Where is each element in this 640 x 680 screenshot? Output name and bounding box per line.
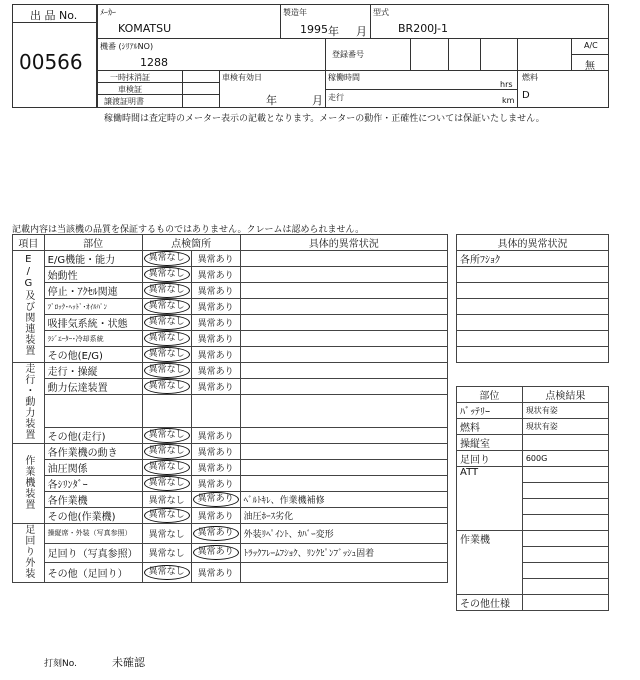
option-normal: 異常なし: [144, 283, 190, 298]
part-cell: 操縦席・外装（写真参照）: [44, 524, 142, 544]
ac-value: 無: [585, 61, 595, 72]
divider: [325, 38, 326, 108]
check-abnormal-cell: [191, 444, 240, 460]
table-row: [13, 283, 448, 299]
check-normal-cell: [142, 508, 191, 524]
part-cell: 停止・ｱｸｾﾙ関連: [44, 283, 142, 299]
check-abnormal-cell: [191, 563, 240, 583]
check-abnormal-cell: [191, 395, 240, 427]
part-cell: 各ｼﾘﾝﾀﾞｰ: [44, 476, 142, 492]
check-normal-cell: [142, 379, 191, 395]
col-item: 項目: [13, 235, 45, 251]
part-cell: 吸排気系統・状態: [44, 315, 142, 331]
option-normal: 異常なし: [144, 428, 190, 443]
option-abnormal: 異常あり: [197, 319, 234, 329]
check-normal-cell: [142, 563, 191, 583]
detail-cell: [240, 267, 447, 283]
check-abnormal-cell: [191, 379, 240, 395]
hours-label: 稼働時間: [328, 73, 360, 82]
option-normal: 異常なし: [144, 363, 190, 378]
part-cell: 各作業機の動き: [44, 444, 142, 460]
check-abnormal-cell: [191, 283, 240, 299]
option-normal: 異常なし: [148, 549, 185, 560]
detail-cell: ﾄﾗｯｸﾌﾚｰﾑﾌｼｮｸ、ﾘﾝｸﾋﾟﾝﾌﾞｯｼｭ固着: [240, 543, 447, 563]
detail-cell: [240, 283, 447, 299]
check-abnormal-cell: [191, 476, 240, 492]
divider: [571, 38, 572, 70]
detail-cell: [240, 379, 447, 395]
abnormal-detail-header: 具体的異常状況: [457, 235, 609, 251]
option-normal: 異常なし: [148, 529, 185, 540]
stamp-value: 未確認: [112, 656, 145, 669]
detail-cell: 油圧ﾎｰｽ劣化: [240, 508, 447, 524]
group-label: 足回り外装: [22, 524, 34, 579]
table-row: [13, 427, 448, 443]
month-unit: 月: [356, 25, 367, 38]
divider: [571, 54, 609, 55]
option-abnormal: 異常あり: [197, 303, 234, 313]
part-cell: E/G機能・能力: [44, 251, 142, 267]
col-detail: 具体的異常状況: [240, 235, 447, 251]
att-row: [522, 483, 608, 499]
att-row: [522, 515, 608, 531]
divider: [370, 4, 371, 38]
abnormal-detail-row: [457, 347, 609, 363]
part-cell: その他(E/G): [44, 347, 142, 363]
option-normal: 異常なし: [144, 251, 190, 266]
check-normal-cell: [142, 363, 191, 379]
work-row: [522, 579, 608, 595]
check-abnormal-cell: [191, 363, 240, 379]
check-abnormal-cell: [191, 347, 240, 363]
detail-cell: [240, 251, 447, 267]
check-normal-cell: [142, 347, 191, 363]
lot-number: 00566: [19, 50, 83, 74]
check-normal-cell: [142, 267, 191, 283]
part-cell: 走行・操縦: [44, 363, 142, 379]
spec-part: ﾊﾞｯﾃﾘｰ: [457, 403, 523, 419]
abnormal-detail-row: [457, 283, 609, 299]
option-abnormal: 異常あり: [197, 287, 234, 297]
group-cell: [13, 444, 45, 524]
option-normal: 異常なし: [144, 299, 190, 314]
check-normal-cell: [142, 492, 191, 508]
divider: [325, 89, 517, 90]
check-abnormal-cell: [191, 251, 240, 267]
col-part: 部位: [44, 235, 142, 251]
col-check: 点検箇所: [142, 235, 240, 251]
abnormal-detail-row: [457, 315, 609, 331]
part-cell: ﾗｼﾞｴｰﾀｰ･冷却系統: [44, 331, 142, 347]
check-abnormal-cell: [191, 492, 240, 508]
option-normal: 異常なし: [148, 496, 185, 506]
option-abnormal: 異常あり: [197, 431, 234, 442]
table-row: [13, 363, 448, 379]
table-row: [13, 444, 448, 460]
spec-table: [456, 386, 609, 611]
check-normal-cell: [142, 283, 191, 299]
check-normal-cell: [142, 395, 191, 427]
option-normal: 異常なし: [144, 444, 190, 459]
check-abnormal-cell: [191, 508, 240, 524]
detail-cell: [240, 315, 447, 331]
temp-cert-label: 一時抹消証: [110, 73, 150, 82]
part-cell: 足回り（写真参照）: [44, 543, 142, 563]
table-row: [13, 476, 448, 492]
spec-result: 現状有姿: [522, 419, 608, 435]
detail-cell: [240, 299, 447, 315]
spec-result: 600G: [522, 451, 608, 467]
divider: [97, 94, 219, 95]
table-row: [13, 315, 448, 331]
table-row: [13, 508, 448, 524]
check-abnormal-cell: [191, 299, 240, 315]
option-normal: 異常なし: [144, 331, 190, 346]
option-abnormal: 異常あり: [197, 367, 234, 378]
option-abnormal: 異常あり: [197, 448, 234, 458]
check-normal-cell: [142, 331, 191, 347]
work-label: 作業機: [457, 531, 523, 595]
table-row: [13, 331, 448, 347]
check-abnormal-cell: [191, 524, 240, 544]
check-normal-cell: [142, 476, 191, 492]
option-abnormal: 異常あり: [197, 335, 234, 345]
model-value: BR200J-1: [398, 22, 449, 35]
option-normal: 異常なし: [144, 565, 190, 580]
divider: [410, 38, 411, 70]
work-row: [522, 547, 608, 563]
option-abnormal: 異常あり: [193, 526, 239, 541]
option-abnormal: 異常あり: [197, 351, 234, 361]
option-normal: 異常なし: [144, 347, 190, 362]
att-row: [522, 499, 608, 515]
ac-label: A/C: [584, 41, 598, 50]
divider: [97, 38, 609, 39]
part-cell: 各作業機: [44, 492, 142, 508]
serial-value: 1288: [140, 56, 168, 69]
table-row: [13, 543, 448, 563]
detail-cell: [240, 347, 447, 363]
transfer-cert-label: 譲渡証明書: [104, 97, 144, 106]
check-normal-cell: [142, 315, 191, 331]
table-header-row: [13, 235, 448, 251]
detail-cell: [240, 427, 447, 443]
year-unit: 年: [328, 25, 339, 38]
meter-note: 稼働時間は査定時のメーター表示の記載となります。メーターの動作・正確性については保証いたしません。: [104, 114, 545, 124]
part-cell: その他(作業機): [44, 508, 142, 524]
group-label: 走行・動力装置: [22, 363, 34, 440]
option-normal: 異常なし: [144, 508, 190, 523]
check-normal-cell: [142, 427, 191, 443]
detail-cell: ﾍﾞﾙﾄｷﾚ、作業機補修: [240, 492, 447, 508]
group-label: 作業機装置: [22, 454, 34, 510]
divider: [480, 38, 481, 70]
detail-cell: [240, 363, 447, 379]
att-label: ATT: [457, 467, 523, 531]
maker-label: ﾒｰｶｰ: [100, 8, 116, 17]
option-abnormal: 異常あり: [197, 271, 234, 281]
group-cell: [13, 363, 45, 444]
group-cell: [13, 524, 45, 583]
divider: [280, 4, 281, 38]
km-unit: km: [502, 96, 515, 105]
lot-label: 出 品 No.: [30, 9, 78, 22]
check-abnormal-cell: [191, 331, 240, 347]
abnormal-detail-row: [457, 267, 609, 283]
option-abnormal: 異常あり: [197, 569, 234, 580]
inspection-table: [12, 234, 448, 583]
maker-value: KOMATSU: [118, 22, 172, 35]
check-abnormal-cell: [191, 267, 240, 283]
table-row: [13, 347, 448, 363]
option-abnormal: 異常あり: [197, 255, 234, 265]
year-label: 製造年: [283, 8, 307, 17]
vehicle-cert-label: 車検証: [118, 85, 142, 94]
model-label: 型式: [373, 8, 389, 17]
option-normal: 異常なし: [144, 476, 190, 491]
check-abnormal-cell: [191, 315, 240, 331]
spec-part: 燃料: [457, 419, 523, 435]
detail-cell: [240, 476, 447, 492]
abnormal-detail-table: [456, 234, 609, 363]
table-row: [13, 379, 448, 395]
inspection-label: 車検有効日: [222, 73, 262, 82]
check-normal-cell: [142, 524, 191, 544]
hrs-unit: hrs: [500, 80, 513, 89]
table-row: [13, 492, 448, 508]
option-abnormal: 異常あり: [197, 480, 234, 490]
spec-part: 足回り: [457, 451, 523, 467]
check-abnormal-cell: [191, 460, 240, 476]
part-cell: 動力伝達装置: [44, 379, 142, 395]
serial-label: 機番 (ｼﾘｱﾙNO): [100, 42, 154, 51]
travel-label: 走行: [328, 93, 344, 102]
detail-cell: [240, 331, 447, 347]
abnormal-detail-row: [457, 331, 609, 347]
insp-year-unit: 年: [266, 94, 277, 107]
divider: [517, 38, 518, 108]
option-normal: 異常なし: [144, 379, 190, 394]
table-row: [13, 267, 448, 283]
check-normal-cell: [142, 251, 191, 267]
table-row: [13, 524, 448, 544]
group-label: E/G及び関連装置: [22, 254, 34, 356]
check-normal-cell: [142, 460, 191, 476]
detail-cell: [240, 395, 447, 427]
table-row: [13, 395, 448, 427]
abnormal-detail-row: [457, 299, 609, 315]
check-normal-cell: [142, 444, 191, 460]
part-cell: その他(走行): [44, 427, 142, 443]
spec-result: 現状有姿: [522, 403, 608, 419]
divider: [448, 38, 449, 70]
option-normal: 異常なし: [144, 460, 190, 475]
insp-month-unit: 月: [312, 94, 323, 107]
detail-cell: [240, 444, 447, 460]
reg-label: 登録番号: [332, 50, 364, 59]
att-row: [522, 467, 608, 483]
check-abnormal-cell: [191, 427, 240, 443]
part-cell: ﾌﾞﾛｯｸ･ﾍｯﾄﾞ･ｵｲﾙﾊﾟﾝ: [44, 299, 142, 315]
option-abnormal: 異常あり: [197, 512, 234, 522]
detail-cell: 外装ﾘﾍﾟｲﾝﾄ、ｶﾊﾞｰ変形: [240, 524, 447, 544]
fuel-value: D: [522, 90, 530, 101]
divider: [219, 70, 220, 108]
option-abnormal: 異常あり: [197, 464, 234, 474]
detail-cell: [240, 460, 447, 476]
abnormal-detail-row: 各所ﾌｼｮｸ: [457, 251, 609, 267]
part-cell: 始動性: [44, 267, 142, 283]
check-normal-cell: [142, 299, 191, 315]
group-cell: [13, 251, 45, 363]
option-normal: 異常なし: [144, 315, 190, 330]
spec-col-result: 点検結果: [522, 387, 608, 403]
stamp-label: 打刻No.: [44, 659, 77, 669]
other-spec-value: [522, 595, 608, 611]
part-cell: 油圧関係: [44, 460, 142, 476]
option-abnormal: 異常あり: [193, 545, 239, 560]
option-normal: 異常なし: [144, 267, 190, 282]
table-row: [13, 299, 448, 315]
table-row: [13, 460, 448, 476]
spec-part: 操縦室: [457, 435, 523, 451]
table-row: [13, 251, 448, 267]
year-value: 1995: [300, 23, 328, 36]
check-abnormal-cell: [191, 543, 240, 563]
part-cell: [44, 395, 142, 427]
check-normal-cell: [142, 543, 191, 563]
work-row: [522, 563, 608, 579]
spec-result: [522, 435, 608, 451]
part-cell: その他（足回り）: [44, 563, 142, 583]
divider: [182, 70, 183, 108]
detail-cell: [240, 563, 447, 583]
spec-col-part: 部位: [457, 387, 523, 403]
work-row: [522, 531, 608, 547]
option-abnormal: 異常あり: [193, 492, 239, 507]
option-abnormal: 異常あり: [197, 383, 234, 394]
disclaimer: 記載内容は当該機の品質を保証するものではありません。クレームは認められません。: [12, 225, 365, 235]
other-spec-label: その他仕様: [457, 595, 523, 611]
table-row: [13, 563, 448, 583]
divider: [97, 70, 609, 71]
fuel-label: 燃料: [522, 73, 538, 82]
